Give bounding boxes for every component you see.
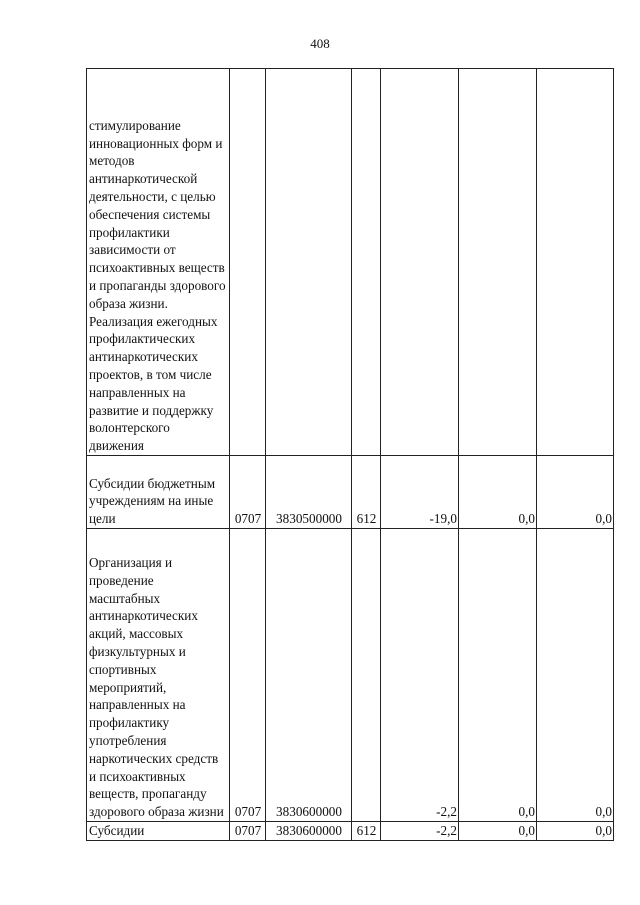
page-number: 408 xyxy=(310,36,330,51)
target-article-cell: 3830600000 xyxy=(266,529,352,822)
row-name-cell: Организация и проведение масштабных антинаркотических акций, массовых физкультурных и спортивных мероприятий, направленных на профилактику употребления наркотических средств и психоактивных веществ, пропаганду здорового образа жизни xyxy=(87,529,230,822)
row-name-cell: Субсидии xyxy=(87,822,230,841)
amount-cell-3: 0,0 xyxy=(537,822,614,841)
amount-cell-1: -2,2 xyxy=(381,822,459,841)
section-code-cell: 0707 xyxy=(230,822,266,841)
section-code-cell: 0707 xyxy=(230,456,266,529)
section-code-cell: 0707 xyxy=(230,529,266,822)
amount-cell-2: 0,0 xyxy=(459,529,537,822)
row-name-cell: стимулирование инновационных форм и методов антинаркотической деятельности, с целью обеспечения системы профилактики зависимости от психоактивных веществ и пропаганды здорового образа жизни. Реализация ежегодных профилактических антинаркотических проектов, в том числе направленных на развитие и поддержку волонтерского движения xyxy=(87,69,230,456)
expense-type-cell xyxy=(352,529,381,822)
table-row xyxy=(87,69,614,456)
target-article-cell: 3830500000 xyxy=(266,456,352,529)
budget-table xyxy=(86,68,614,841)
amount-cell-3: 0,0 xyxy=(537,529,614,822)
amount-cell-2: 0,0 xyxy=(459,822,537,841)
amount-cell-2 xyxy=(459,69,537,456)
row-name-cell: Субсидии бюджетным учреждениям на иные цели xyxy=(87,456,230,529)
table-row xyxy=(87,822,614,841)
amount-cell-1: -2,2 xyxy=(381,529,459,822)
expense-type-cell xyxy=(352,69,381,456)
expense-type-cell: 612 xyxy=(352,456,381,529)
table-row xyxy=(87,529,614,822)
target-article-cell xyxy=(266,69,352,456)
amount-cell-2: 0,0 xyxy=(459,456,537,529)
target-article-cell: 3830600000 xyxy=(266,822,352,841)
amount-cell-3: 0,0 xyxy=(537,456,614,529)
amount-cell-1 xyxy=(381,69,459,456)
amount-cell-1: -19,0 xyxy=(381,456,459,529)
expense-type-cell: 612 xyxy=(352,822,381,841)
table-row xyxy=(87,456,614,529)
section-code-cell xyxy=(230,69,266,456)
amount-cell-3 xyxy=(537,69,614,456)
